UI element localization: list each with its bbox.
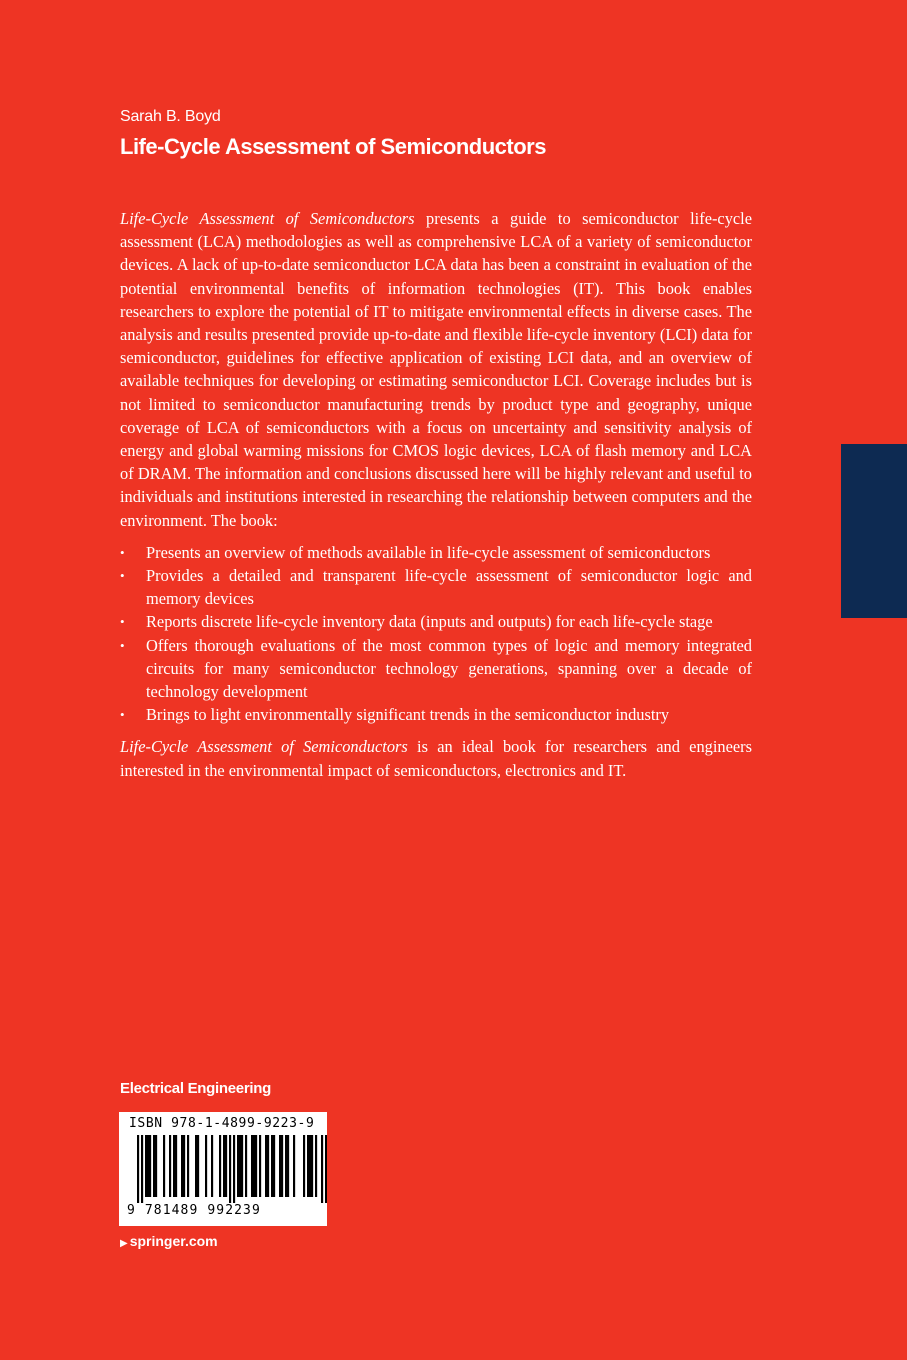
arrow-right-icon: ▶ <box>120 1238 128 1249</box>
barcode-image <box>137 1135 327 1203</box>
publisher-website[interactable] <box>120 1233 218 1249</box>
closing-book-title: Life-Cycle Assessment of Semiconductors <box>120 737 408 757</box>
barcode-bar <box>287 1135 289 1197</box>
barcode-bar <box>241 1135 243 1197</box>
barcode-bar <box>141 1135 143 1203</box>
barcode-bar <box>255 1135 257 1197</box>
barcode-panel <box>119 1112 327 1226</box>
feature-item <box>120 610 752 633</box>
barcode-bar <box>225 1135 227 1197</box>
intro-text: presents a guide to semiconductor life-cycle assessment (LCA) methodologies as well as comprehensive LCA of a variety of semiconductor devices. A lack of up-to-date semiconductor LCA data has been a constraint in evaluation of the potential environmental benefits of information technologies (IT). This book enables researchers to explore the potential of IT to mitigate environmental effects in diverse cases. The analysis and results presented provide up-to-date and flexible life-cycle inventory (LCI) data for semiconductor, guidelines for effective application of existing LCI data, and an overview of available techniques for developing or estimating semiconductor LCI. Coverage includes but is not limited to semiconductor manufacturing trends by product type and geography, unique coverage of LCA of semiconductors with a focus on uncertainty and sensitivity analysis of energy and global warming missions for CMOS logic devices, LCA of flash memory and LCA of DRAM. The information and conclusions discussed here will be highly relevant and useful to individuals and institutions interested in researching the relationship between computers and the environment. The book: <box>120 209 752 530</box>
barcode-bar <box>293 1135 295 1197</box>
feature-item <box>120 703 752 726</box>
barcode-bar <box>195 1135 197 1197</box>
barcode-bar <box>145 1135 147 1197</box>
intro-paragraph <box>120 207 752 532</box>
feature-item <box>120 541 752 564</box>
bullet-icon: • <box>120 614 125 630</box>
barcode-bar <box>273 1135 275 1197</box>
barcode-bar <box>253 1135 255 1197</box>
barcode-bar <box>175 1135 177 1197</box>
barcode-bar <box>137 1135 139 1203</box>
feature-text: Offers thorough evaluations of the most common types of logic and memory integrated circuits for many semiconductor technology generations, spanning over a decade of technology development <box>146 635 752 702</box>
barcode-bar <box>271 1135 273 1197</box>
barcode-bar <box>219 1135 221 1197</box>
barcode-bar <box>223 1135 225 1197</box>
barcode-bar <box>267 1135 269 1197</box>
barcode-bar <box>163 1135 165 1197</box>
barcode-bar <box>321 1135 323 1203</box>
website-text: springer.com <box>129 1233 218 1249</box>
barcode-bar <box>211 1135 213 1197</box>
barcode-bar <box>325 1135 327 1203</box>
barcode-bar <box>237 1135 239 1197</box>
barcode-bar <box>285 1135 287 1197</box>
barcode-bar <box>187 1135 189 1197</box>
feature-item <box>120 564 752 610</box>
intro-book-title: Life-Cycle Assessment of Semiconductors <box>120 209 415 228</box>
barcode-bar <box>153 1135 155 1197</box>
book-title: Life-Cycle Assessment of Semiconductors <box>120 134 546 159</box>
author-name: Sarah B. Boyd <box>120 108 221 125</box>
feature-item <box>120 634 752 704</box>
bullet-icon: • <box>120 568 125 584</box>
barcode-bar <box>155 1135 157 1197</box>
barcode-bar <box>239 1135 241 1197</box>
spine-color-tab <box>841 444 907 618</box>
barcode-bar <box>197 1135 199 1197</box>
bullet-icon: • <box>120 707 125 723</box>
bullet-icon: • <box>120 544 125 560</box>
barcode-bar <box>307 1135 309 1197</box>
barcode-bar <box>245 1135 247 1197</box>
subject-category: Electrical Engineering <box>120 1080 271 1097</box>
barcode-bar <box>181 1135 183 1197</box>
isbn-label: ISBN 978-1-4899-9223-9 <box>129 1116 315 1131</box>
feature-text: Presents an overview of methods available in life-cycle assessment of semiconductors <box>146 542 711 562</box>
barcode-bar <box>183 1135 185 1197</box>
barcode-bar <box>251 1135 253 1197</box>
barcode-bar <box>229 1135 231 1203</box>
ean-digits: 9 781489 992239 <box>127 1203 261 1218</box>
barcode-bar <box>279 1135 281 1197</box>
barcode-bar <box>205 1135 207 1197</box>
barcode-bar <box>149 1135 151 1197</box>
barcode-bar <box>303 1135 305 1197</box>
barcode-bar <box>315 1135 317 1197</box>
barcode-bar <box>147 1135 149 1197</box>
closing-paragraph <box>120 735 752 781</box>
barcode-bar <box>311 1135 313 1197</box>
barcode-bar <box>259 1135 261 1197</box>
feature-text: Brings to light environmentally significant trends in the semiconductor industry <box>146 705 670 725</box>
feature-list <box>120 541 752 727</box>
barcode-bar <box>281 1135 283 1197</box>
feature-text: Reports discrete life-cycle inventory data (inputs and outputs) for each life-cycle stage <box>146 612 713 632</box>
feature-text: Provides a detailed and transparent life-cycle assessment of semiconductor logic and memory devices <box>146 566 752 609</box>
barcode-bar <box>309 1135 311 1197</box>
barcode-bar <box>265 1135 267 1197</box>
closing-text: is an ideal book for researchers and engineers interested in the environmental impact of semiconductors, electronics and IT. <box>120 737 752 780</box>
book-description <box>120 207 752 782</box>
barcode-bar <box>169 1135 171 1197</box>
bullet-icon: • <box>120 637 125 653</box>
barcode-bar <box>233 1135 235 1203</box>
barcode-bar <box>173 1135 175 1197</box>
